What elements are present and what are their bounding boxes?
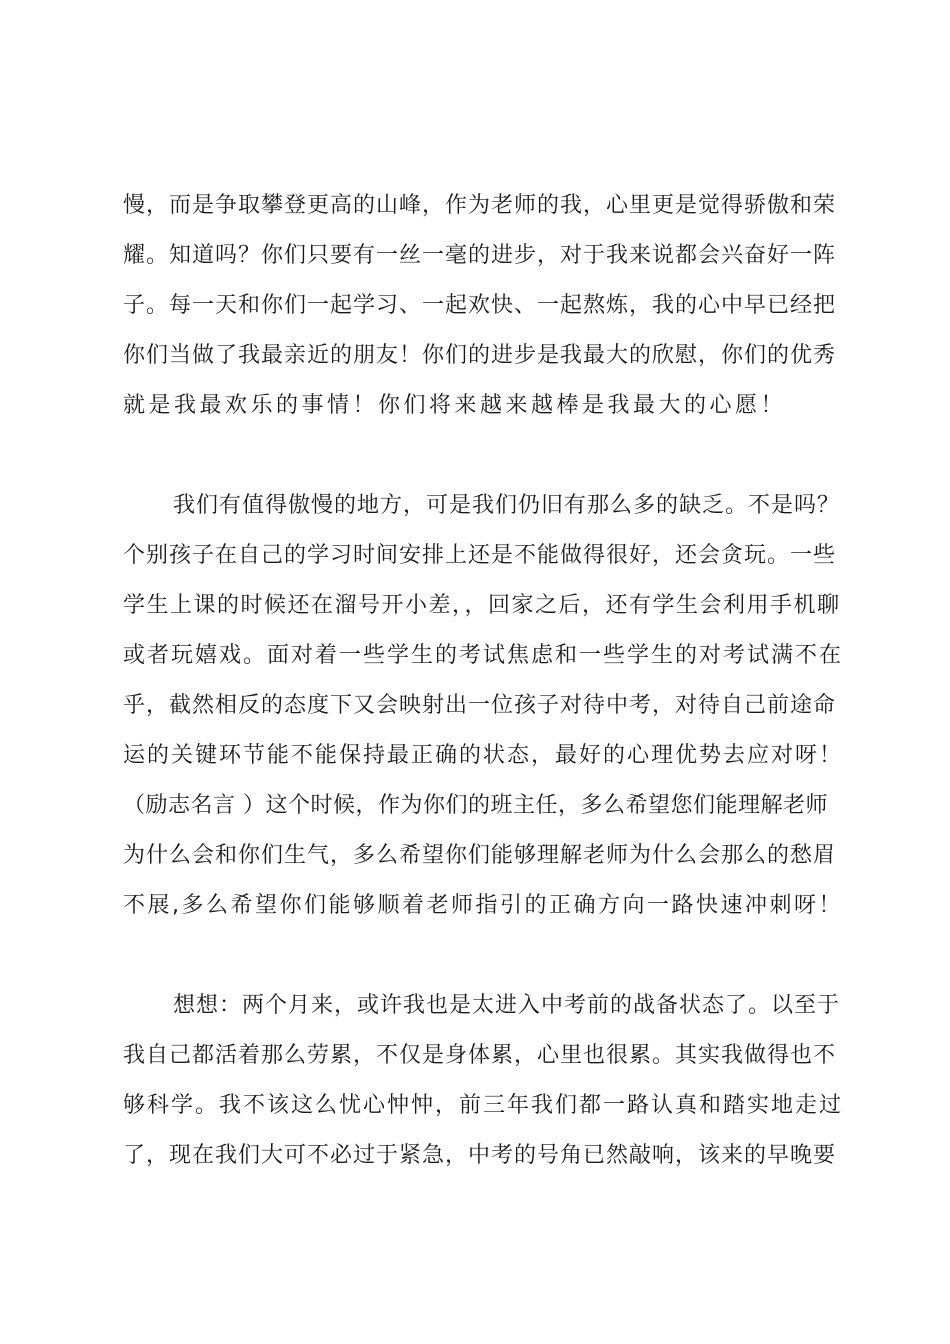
paragraph-2-line-6: 运的关键环节能不能保持最正确的状态，最好的心理优势去应对呀！ <box>123 743 844 768</box>
paragraph-3-line-2: 我自己都活着那么劳累，不仅是身体累，心里也很累。其实我做得也不 <box>123 1043 837 1068</box>
paragraph-1-line-4: 你们当做了我最亲近的朋友！你们的进步是我最大的欣慰，你们的优秀 <box>123 343 837 368</box>
paragraph-3-line-4: 了，现在我们大可不必过于紧急，中考的号角已然敲响，该来的早晚要 <box>123 1143 837 1168</box>
paragraph-1-line-1: 慢，而是争取攀登更高的山峰，作为老师的我，心里更是觉得骄傲和荣 <box>123 193 837 218</box>
paragraph-1-line-3: 子。每一天和你们一起学习、一起欢快、一起熬炼，我的心中早已经把 <box>123 293 837 318</box>
paragraph-2-line-2: 个别孩子在自己的学习时间安排上还是不能做得很好，还会贪玩。一些 <box>123 543 837 568</box>
paragraph-3-line-3: 够科学。我不该这么忧心忡忡，前三年我们都一路认真和踏实地走过 <box>123 1093 844 1118</box>
paragraph-2-line-5: 乎，截然相反的态度下又会映射出一位孩子对待中考，对待自己前途命 <box>123 693 837 718</box>
paragraph-2-line-1: 我们有值得傲慢的地方，可是我们仍旧有那么多的缺乏。不是吗？ <box>173 493 841 518</box>
paragraph-1-line-5: 就是我最欢乐的事情！你们将来越来越棒是我最大的心愿！ <box>123 393 787 418</box>
paragraph-2-line-7: （励志名言 ）这个时候，作为你们的班主任，多么希望您们能理解老师 <box>123 793 828 818</box>
paragraph-3-line-1: 想想：两个月来，或许我也是太进入中考前的战备状态了。以至于 <box>173 993 841 1018</box>
paragraph-2-line-4: 或者玩嬉戏。面对着一些学生的考试焦虑和一些学生的对考试满不在 <box>123 643 844 668</box>
paragraph-2-line-3: 学生上课的时候还在溜号开小差，，回家之后，还有学生会利用手机聊 <box>123 593 841 618</box>
paragraph-2-line-8: 为什么会和你们生气，多么希望你们能够理解老师为什么会那么的愁眉 <box>123 843 837 868</box>
paragraph-2-line-9: 不展,多么希望你们能够顺着老师指引的正确方向一路快速冲刺呀！ <box>123 893 843 918</box>
paragraph-1-line-2: 耀。知道吗？你们只要有一丝一毫的进步，对于我来说都会兴奋好一阵 <box>123 243 837 268</box>
